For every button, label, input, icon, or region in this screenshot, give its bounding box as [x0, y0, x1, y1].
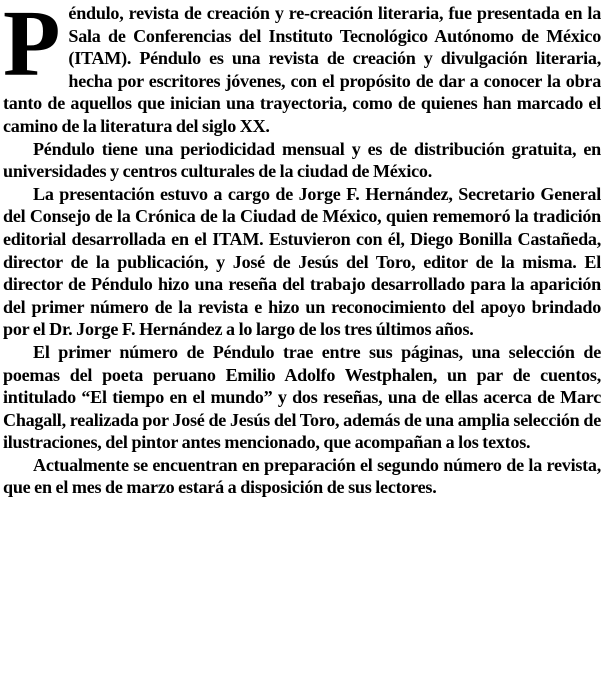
paragraph-intro-text: éndulo, revista de creación y re-creación literaria, fue presentada en la Sala de Conferencias del Instituto Tecnológico Autónomo de México (ITAM). Péndulo es una revista de creación y divulgación literaria, hecha por escritores jóvenes, con el propósito de dar a conocer la obra tanto de aquellos que inician una trayectoria, como de quienes han marcado el camino de la literatura del siglo XX.: [3, 3, 601, 136]
paragraph-first-issue: El primer número de Péndulo trae entre sus páginas, una selección de poemas del poeta peruano Emilio Adolfo Westphalen, un par de cuentos, intitulado “El tiempo en el mundo” y dos reseñas, una de ellas acerca de Marc Chagall, realizada por José de Jesús del Toro, además de una amplia selección de ilustraciones, del pintor antes mencionado, que acompañan a los textos.: [3, 341, 601, 453]
paragraph-periodicity: Péndulo tiene una periodicidad mensual y es de distribución gratuita, en universidades y centros culturales de la ciudad de México.: [3, 138, 601, 182]
paragraph-intro: [3, 2, 601, 138]
drop-cap: P: [3, 2, 61, 96]
article-body: [3, 2, 601, 696]
paragraph-presentation: La presentación estuvo a cargo de Jorge F. Hernández, Secretario General del Consejo de la Crónica de la Ciudad de México, quien rememoró la tradición editorial desarrollada en el ITAM. Estuvieron con él, Diego Bonilla Castañeda, director de la publicación, y José de Jesús del Toro, editor de la misma. El director de Péndulo hizo una reseña del trabajo desarrollado para la aparición del primer número de la revista e hizo un reconocimiento del apoyo brindado por el Dr. Jorge F. Hernández a lo largo de los tres últimos años.: [3, 183, 601, 340]
paragraph-next-issue: Actualmente se encuentran en preparación el segundo número de la revista, que en el mes de marzo estará a disposición de sus lectores.: [3, 454, 601, 498]
